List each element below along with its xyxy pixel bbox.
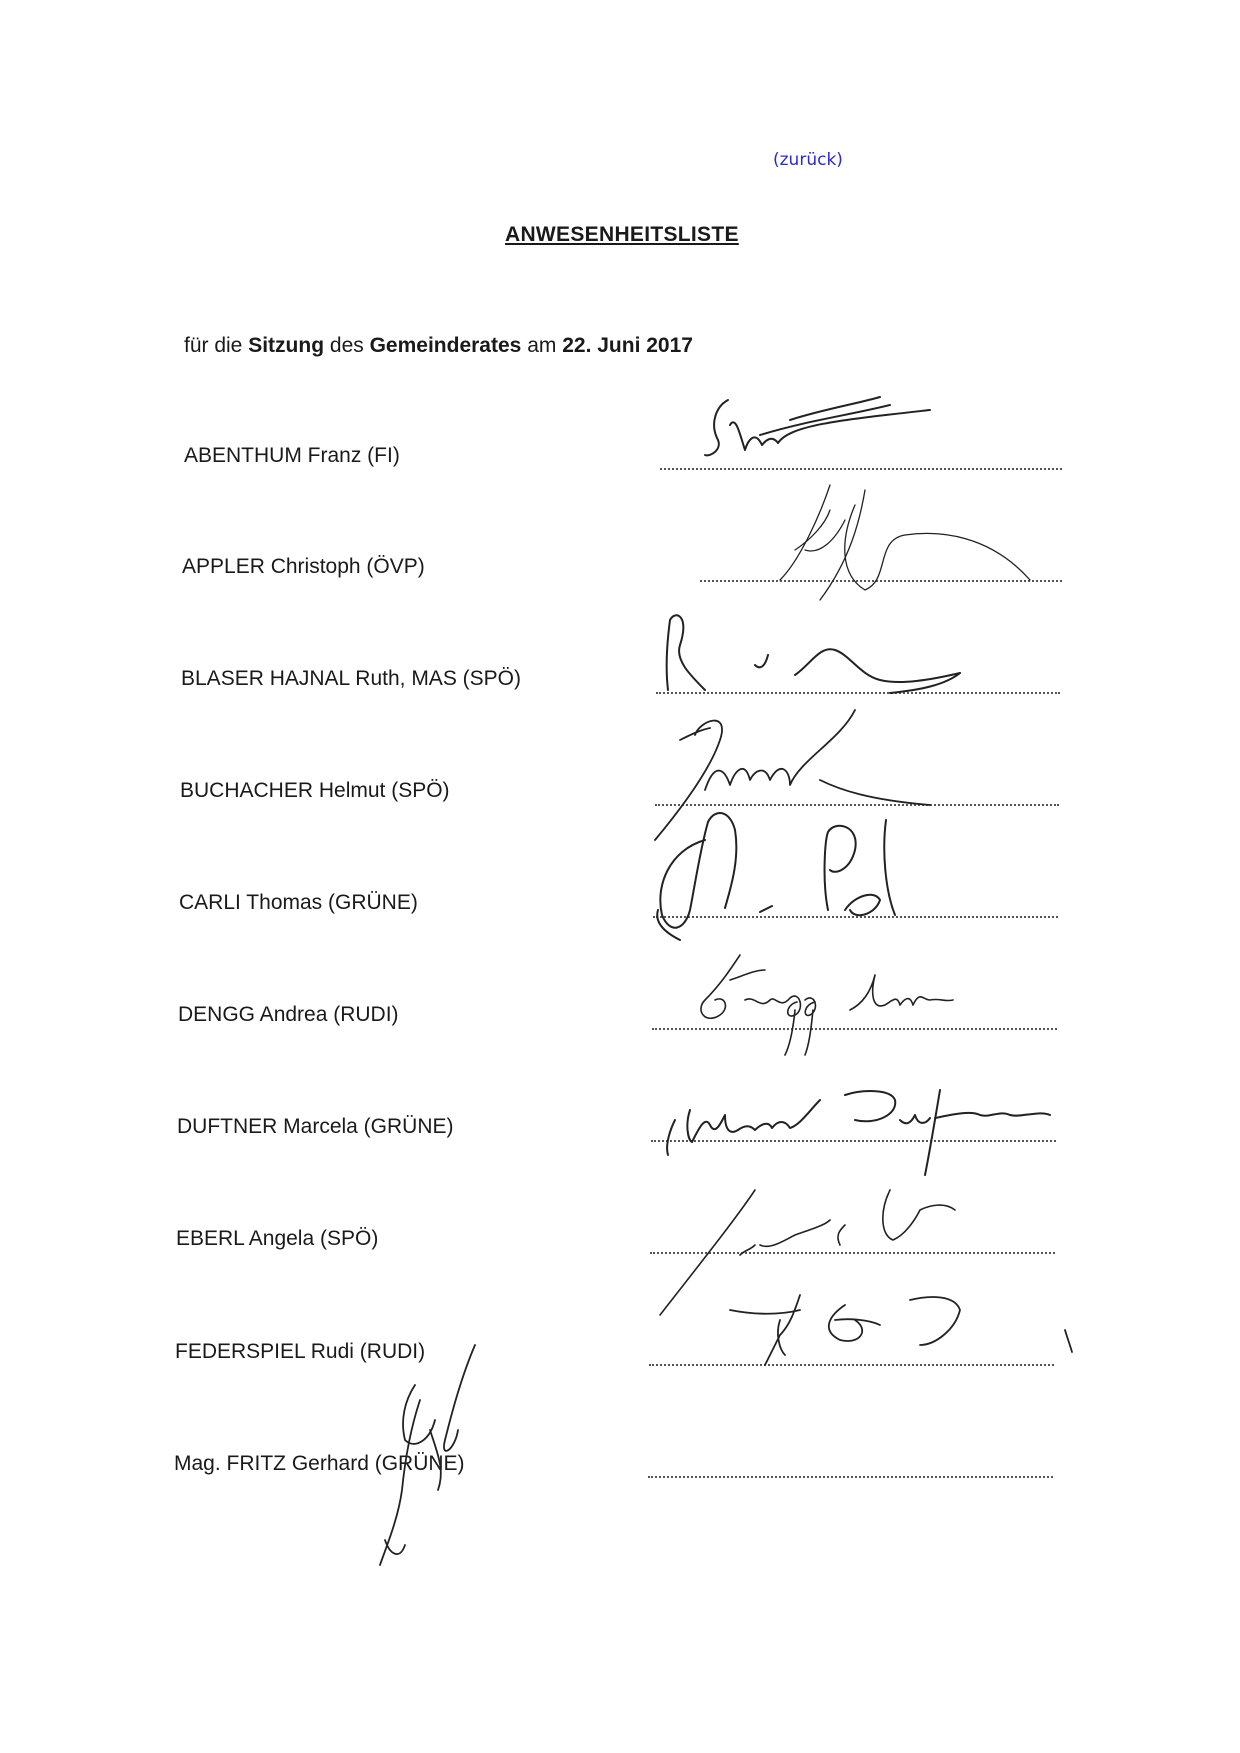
signature-blaser — [660, 605, 1000, 705]
signature-dengg — [685, 950, 985, 1060]
member-name: EBERL Angela (SPÖ) — [176, 1227, 379, 1250]
member-name: Mag. FRITZ Gerhard (GRÜNE) — [174, 1452, 465, 1475]
back-link[interactable]: (zurück) — [773, 150, 843, 170]
member-name: ABENTHUM Franz (FI) — [184, 444, 400, 467]
member-name: CARLI Thomas (GRÜNE) — [179, 891, 418, 914]
signature-fritz — [360, 1340, 480, 1570]
subtitle-date: 22. Juni 2017 — [562, 334, 693, 357]
member-name: DUFTNER Marcela (GRÜNE) — [177, 1115, 454, 1138]
subtitle-session: Sitzung — [248, 334, 325, 357]
member-name: DENGG Andrea (RUDI) — [178, 1003, 399, 1026]
signature-line — [648, 1476, 1053, 1478]
signature-duftner — [660, 1070, 1060, 1180]
subtitle-body: Gemeinderates — [369, 334, 522, 357]
member-name: FEDERSPIEL Rudi (RUDI) — [175, 1340, 426, 1363]
signature-carli — [650, 800, 950, 950]
subtitle-prefix: für die — [184, 334, 243, 357]
session-subtitle — [184, 334, 693, 358]
signature-abenthum — [700, 395, 940, 475]
member-name: APPLER Christoph (ÖVP) — [182, 555, 425, 578]
member-name: BUCHACHER Helmut (SPÖ) — [180, 779, 450, 802]
signature-federspiel — [720, 1290, 1100, 1400]
member-name: BLASER HAJNAL Ruth, MAS (SPÖ) — [181, 667, 521, 690]
subtitle-date-prefix: am — [527, 334, 557, 357]
signature-appler — [740, 480, 1040, 600]
document-title: ANWESENHEITSLISTE — [505, 223, 739, 246]
subtitle-middle: des — [329, 334, 364, 357]
